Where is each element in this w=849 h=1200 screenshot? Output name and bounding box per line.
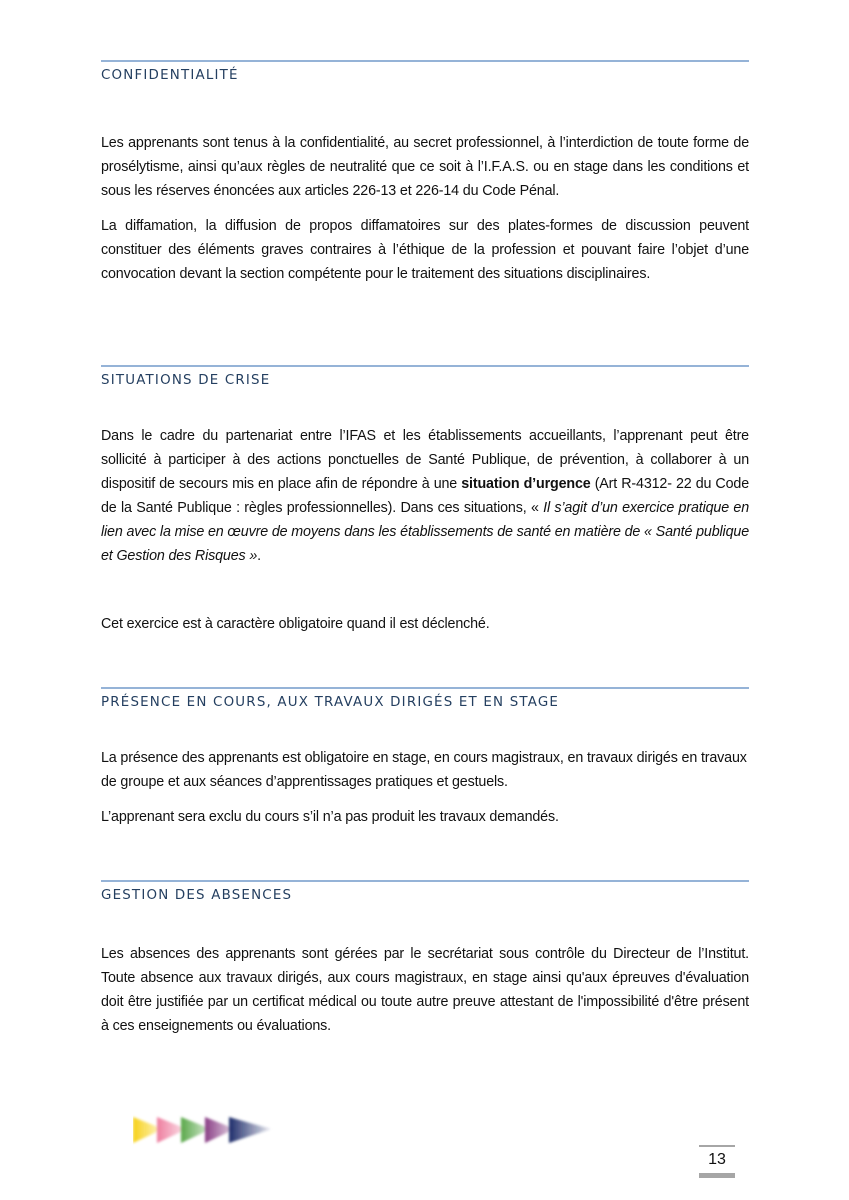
paragraph: Cet exercice est à caractère obligatoire quand il est déclenché. xyxy=(101,616,490,632)
paragraph: L’apprenant sera exclu du cours s’il n’a pas produit les travaux demandés. xyxy=(101,809,559,825)
paragraph-text: . xyxy=(257,548,261,564)
paragraph: Les apprenants sont tenus à la confidentialité, au secret professionnel, à l’interdiction de toute forme de prosélytisme, ainsi qu’aux règles de neutralité que ce soit à l’I.F.A.S. ou en stage dans les conditions et sous les réserves énoncées aux articles 226-13 et 226-14 du Code Pénal. xyxy=(101,135,749,199)
page-number-text: 13 xyxy=(708,1151,726,1168)
section-rule xyxy=(101,687,749,689)
section-situations-de-crise xyxy=(101,365,749,390)
section-heading: PRÉSENCE EN COURS, AUX TRAVAUX DIRIGÉS ET EN STAGE xyxy=(101,695,560,710)
paragraph: Les absences des apprenants sont gérées par le secrétariat sous contrôle du Directeur de l’Institut. Toute absence aux travaux dirigés, aux cours magistraux, en stage ainsi qu'aux épreuves d'évaluation doit être justifiée par un certificat médical ou toute autre preuve attestant de l'impossibilité d'être présent à ces enseignements ou évaluations. xyxy=(101,946,749,1034)
emphasis-text: situation d’urgence xyxy=(461,476,591,492)
colored-arrows-logo-icon xyxy=(133,1113,273,1147)
section-gestion-absences xyxy=(101,880,749,905)
page-number xyxy=(699,1145,735,1178)
section-heading: GESTION DES ABSENCES xyxy=(101,888,293,903)
paragraph-text: (Art R-4312- 22 du Code de la Santé Publique : règles professionnelles). Dans ces situations, « xyxy=(101,476,750,516)
section-confidentialite xyxy=(101,60,749,85)
section-rule xyxy=(101,60,749,62)
paragraph xyxy=(101,424,749,568)
page-number-bottom-bar xyxy=(699,1173,735,1178)
quote-text: Il s’agit d’un exercice pratique en lien avec la mise en œuvre de moyens dans les établissements de santé en matière de « Santé publique et Gestion des Risques » xyxy=(101,500,749,564)
section-presence xyxy=(101,687,749,712)
paragraph: La diffamation, la diffusion de propos diffamatoires sur des plates-formes de discussion peuvent constituer des éléments graves contraires à l’éthique de la profession et pouvant faire l’objet d’une convocation devant la section compétente pour le traitement des situations disciplinaires. xyxy=(101,218,749,282)
paragraph: La présence des apprenants est obligatoire en stage, en cours magistraux, en travaux dirigés en travaux de groupe et aux séances d’apprentissages pratiques et gestuels. xyxy=(101,750,747,790)
logo-arrow-navy xyxy=(229,1117,271,1143)
section-heading: CONFIDENTIALITÉ xyxy=(101,68,239,83)
section-rule xyxy=(101,880,749,882)
paragraph-text: Dans le cadre du partenariat entre l’IFAS et les établissements accueillants, l’apprenant peut être sollicité à participer à des actions ponctuelles de Santé Publique, de prévention, à collaborer à un dispositif de secours mis en place afin de répondre à une xyxy=(101,428,749,492)
section-heading: SITUATIONS DE CRISE xyxy=(101,373,271,388)
section-rule xyxy=(101,365,749,367)
